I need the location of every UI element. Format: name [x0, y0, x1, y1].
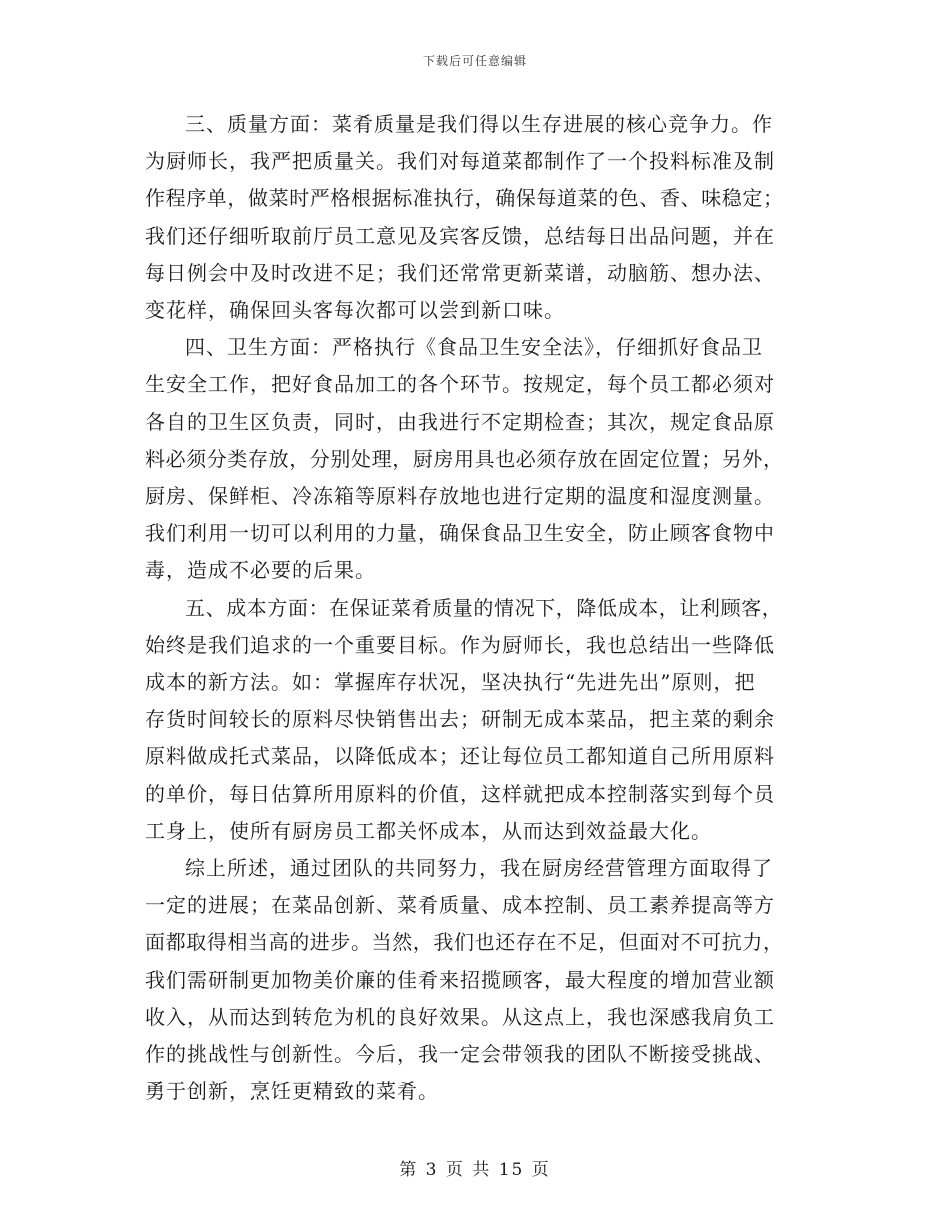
paragraph-line: 三、质量方面：菜肴质量是我们得以生存进展的核心竞争力。作	[185, 112, 773, 136]
paragraph-line: 原料做成托式菜品，以降低成本；还让每位员工都知道自己所用原料	[145, 744, 775, 769]
paragraph-line: 生安全工作，把好食品加工的各个环节。按规定，每个员工都必须对	[145, 372, 775, 397]
paragraph-line: 作的挑战性与创新性。今后，我一定会带领我的团队不断接受挑战、	[145, 1042, 775, 1067]
paragraph-line: 工身上，使所有厨房员工都关怀成本，从而达到效益最大化。	[145, 818, 712, 843]
document-body	[145, 106, 805, 1110]
paragraph-cost	[145, 590, 805, 850]
paragraph-line: 的单价，每日估算所用原料的价值，这样就把成本控制落实到每个员	[145, 781, 775, 806]
paragraph-line: 我们还仔细听取前厅员工意见及宾客反馈，总结每日出品问题，并在	[145, 223, 775, 248]
paragraph-line: 厨房、保鲜柜、冷冻箱等原料存放地也进行定期的温度和湿度测量。	[145, 484, 775, 509]
paragraph-line: 综上所述，通过团队的共同努力，我在厨房经营管理方面取得了	[185, 856, 773, 881]
paragraph-line: 四、卫生方面：严格执行《食品卫生安全法》，仔细抓好食品卫	[185, 335, 763, 360]
page-number-footer: 第 3 页 共 15 页	[399, 1160, 551, 1180]
paragraph-line: 料必须分类存放，分别处理，厨房用具也必须存放在固定位置；另外，	[145, 446, 784, 471]
paragraph-line: 各自的卫生区负责，同时，由我进行不定期检查；其次，规定食品原	[145, 409, 775, 434]
paragraph-quality	[145, 106, 805, 329]
paragraph-line: 面都取得相当高的进步。当然，我们也还存在不足，但面对不可抗力，	[145, 930, 784, 955]
paragraph-line: 作程序单，做菜时严格根据标准执行，确保每道菜的色、香、味稳定；	[145, 186, 784, 211]
paragraph-hygiene	[145, 329, 805, 589]
paragraph-line: 为厨师长，我严把质量关。我们对每道菜都制作了一个投料标准及制	[145, 149, 775, 174]
paragraph-summary	[145, 850, 805, 1110]
paragraph-line: 成本的新方法。如：掌握库存状况，坚决执行“先进先出”原则，把	[145, 670, 756, 695]
paragraph-line: 始终是我们追求的一个重要目标。作为厨师长，我也总结出一些降低	[145, 632, 775, 657]
paragraph-line: 五、成本方面：在保证菜肴质量的情况下，降低成本，让利顾客，	[185, 595, 783, 620]
paragraph-line: 变花样，确保回头客每次都可以尝到新口味。	[145, 298, 565, 323]
header-note: 下载后可任意编辑	[422, 54, 527, 68]
paragraph-line: 存货时间较长的原料尽快销售出去；研制无成本菜品，把主菜的剩余	[145, 707, 775, 732]
paragraph-line: 每日例会中及时改进不足；我们还常常更新菜谱，动脑筋、想办法、	[145, 260, 775, 285]
paragraph-line: 我们利用一切可以利用的力量，确保食品卫生安全，防止顾客食物中	[145, 521, 775, 546]
paragraph-line: 勇于创新，烹饪更精致的菜肴。	[145, 1079, 439, 1104]
paragraph-line: 毒，造成不必要的后果。	[145, 558, 376, 583]
paragraph-line: 我们需研制更加物美价廉的佳肴来招揽顾客，最大程度的增加营业额	[145, 967, 775, 992]
paragraph-line: 收入，从而达到转危为机的良好效果。从这点上，我也深感我肩负工	[145, 1004, 775, 1029]
paragraph-line: 一定的进展；在菜品创新、菜肴质量、成本控制、员工素养提高等方	[145, 893, 775, 918]
